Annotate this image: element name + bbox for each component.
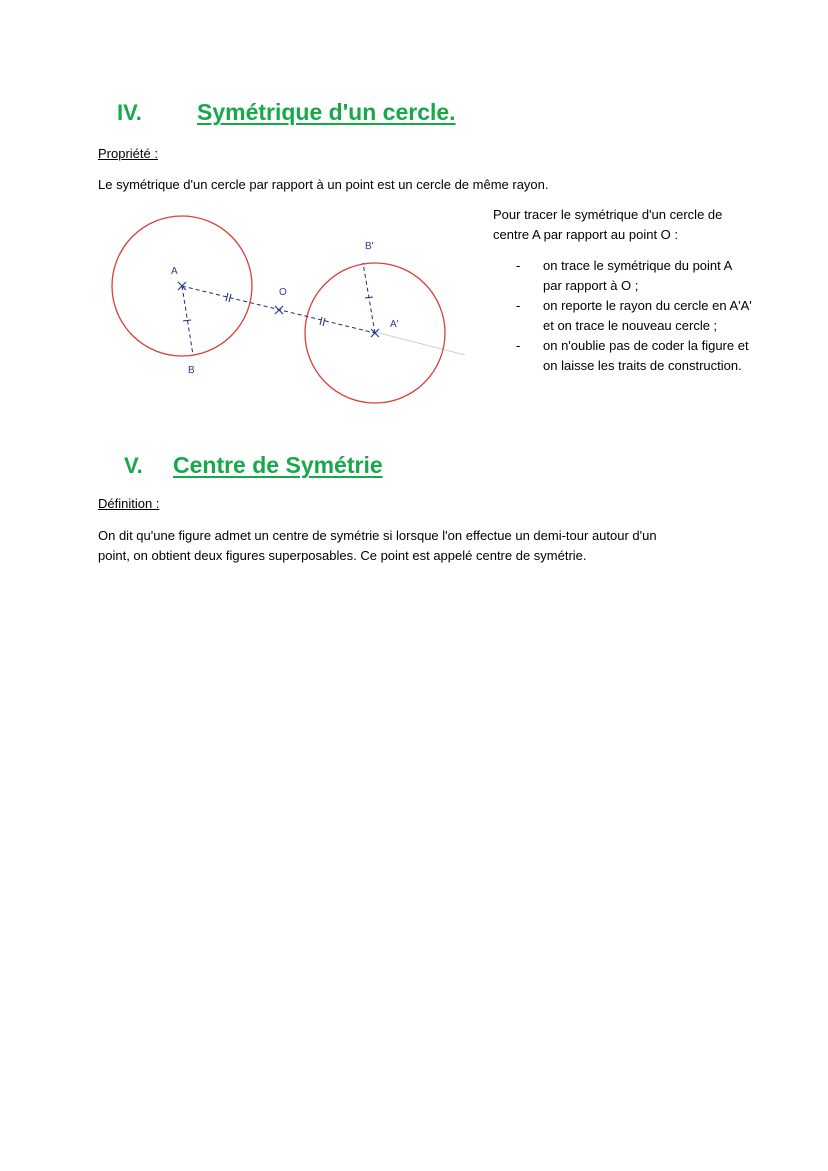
definition-line-2: point, on obtient deux figures superposables. Ce point est appelé centre de symétrie. <box>98 548 587 563</box>
section-4-title: Symétrique d'un cercle. <box>197 99 456 125</box>
method-step: - on reporte le rayon du cercle en A'A' et on trace le nouveau cercle ; <box>516 298 752 333</box>
property-label: Propriété : <box>98 146 158 161</box>
definition-line-1: On dit qu'une figure admet un centre de symétrie si lorsque l'on effectue un demi-tour autour d'un <box>98 528 657 543</box>
label-point-b: B <box>188 365 195 376</box>
property-text: Le symétrique d'un cercle par rapport à un point est un cercle de même rayon. <box>98 177 549 192</box>
extension-line <box>375 332 465 355</box>
method-steps-list <box>516 256 806 376</box>
method-step: - on trace le symétrique du point A par rapport à O ; <box>516 258 733 293</box>
method-intro-line-1: Pour tracer le symétrique d'un cercle de <box>493 207 723 222</box>
coding-marks-double <box>226 293 325 326</box>
label-point-a-prime: A' <box>390 319 399 330</box>
section-4-number: IV. <box>117 100 142 125</box>
method-intro-line-2: centre A par rapport au point O : <box>493 227 679 242</box>
definition-text <box>98 526 657 566</box>
section-5-number: V. <box>124 453 143 478</box>
circle-symmetry-figure <box>100 205 480 420</box>
method-step: - on n'oublie pas de coder la figure et on laisse les traits de construction. <box>516 338 749 373</box>
section-5-title: Centre de Symétrie <box>173 452 383 478</box>
label-point-a: A <box>171 266 178 277</box>
method-intro <box>493 205 722 245</box>
label-point-o: O <box>279 287 287 298</box>
definition-label: Définition : <box>98 496 160 511</box>
label-point-b-prime: B' <box>365 241 374 252</box>
